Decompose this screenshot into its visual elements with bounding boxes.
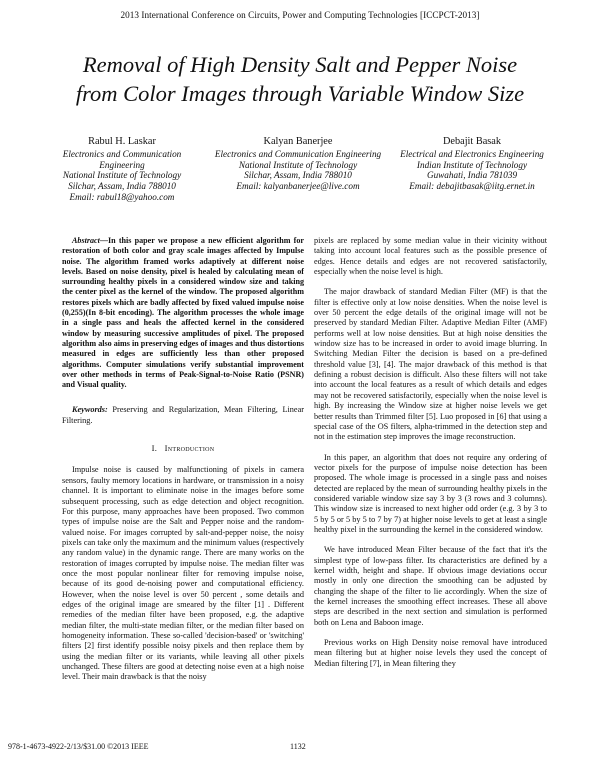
title-line-2: from Color Images through Variable Window Size <box>75 81 525 106</box>
section-heading <box>62 443 304 453</box>
author-address: Silchar, Assam, India 788010 <box>68 181 176 192</box>
abstract <box>62 236 304 390</box>
title-line-1: Removal of High Density Salt and Pepper Noise <box>82 52 518 77</box>
right-column <box>314 236 547 669</box>
abstract-label: Abstract <box>72 236 100 245</box>
section-number: I. <box>151 443 158 454</box>
body-paragraph: pixels are replaced by some median value in their vicinity without taking into account local features such as the possible presence of edges. Hence details and edges are not recovered satisfactorily, especially when the noise level is high. <box>314 236 547 277</box>
author-affiliation: National Institute of Technology <box>238 159 358 170</box>
author-affiliation: Electronics and Communication <box>62 148 182 159</box>
conference-header: 2013 International Conference on Circuits, Power and Computing Technologies [ICCPCT-2013] <box>120 10 480 20</box>
author-affiliation: Electrical and Electronics Engineering <box>400 148 544 159</box>
keywords-text: Preserving and Regularization, Mean Filtering, Linear Filtering. <box>62 405 304 425</box>
body-paragraph: In this paper, an algorithm that does not require any ordering of vector pixels for the purpose of impulse noise detection has been proposed. The whole image is processed in a single pass and noises detected are replaced by the mean of surrounding healthy pixels in the considered variable window size say 3 by 3 (3 rows and 3 columns). This window size is increased to next higher odd order (e.g. 3 by 3 to 5 by 5 or 5 by 5 to 7 by 7) at higher noise levels to get at least a single healthy pixel in the surrounding the kernel in the considered window. <box>314 452 547 534</box>
author-affiliation: Indian Institute of Technology <box>416 159 528 170</box>
author-address: Guwahati, India 781039 <box>426 170 518 181</box>
author-email: Email: kalyanbanerjee@live.com <box>236 181 360 192</box>
author-block-2 <box>198 137 398 192</box>
body-paragraph: The major drawback of standard Median Filter (MF) is that the filter is effective only at low noise densities. When the noise level is over 50 percent the edge details of the original image will not be preserved by standard Median Filter. Adaptive Median Filter (AMF) performs well at low noise densities. But at high noise densities the window size has to be increased in order to avoid image blurring. In Switching Median Filter the decision is based on a pre-defined threshold value [3], [4]. The major drawback of this method is that defining a robust decision is difficult. Also these filters will not take into account the local features as a result of which details and edges may not be recovered satisfactorily, especially when the noise level is high. By increasing the Window size at higher noise levels we get better results than Trimmed filter [5]. Luo proposed in [6] that using a special case of the OS filters, alpha-trimmed in the detection step and not in the estimation step improves the image reconstruction. <box>314 287 547 442</box>
body-paragraph: Previous works on High Density noise removal have introduced mean filtering but at higher noise levels they used the concept of Median filtering [7], in Mean filtering they <box>314 638 547 668</box>
author-affiliation: Electronics and Communication Engineering <box>214 148 382 159</box>
footer-isbn: 978-1-4673-4922-2/13/$31.00 ©2013 IEEE <box>8 742 149 751</box>
author-affiliation: National Institute of Technology <box>62 170 182 181</box>
keywords <box>62 405 304 426</box>
author-block-1 <box>38 137 206 203</box>
author-block-3 <box>392 137 552 192</box>
abstract-text: —In this paper we propose a new efficient algorithm for restoration of both color and gray scale images affected by Impulse noise. The algorithm framed works adaptively at different noise levels. Based on noise density, pixel is healed by calculating mean of surrounding healthy pixels in a considered window size and taking the center pixel as the kernel of the window. The proposed algorithm restores pixels which are badly affected by fixed valued impulse noise (0,255)(In 8-bit encoding). The algorithm processes the whole image in a single pass and heals the affected kernel in the considered window by measuring successive amplitudes of pixel. The proposed algorithm also aims in preserving edges of images and thus distortions measured in edges are sufficiently less than other proposed algorithms. Computer simulations verify substantial improvement over other methods in terms of Peak-Signal-to-Noise Ratio (PSNR) and Visual quality. <box>62 236 304 390</box>
author-affiliation: Engineering <box>99 159 145 170</box>
page-number: 1132 <box>290 742 306 751</box>
author-name: Debajit Basak <box>442 136 502 147</box>
keywords-label: Keywords: <box>72 405 108 415</box>
body-paragraph: We have introduced Mean Filter because of the fact that it's the simplest type of low-pass filter. Its characteristics are defined by a kernel width, height and shape. If obvious image deviations occur mostly in only one direction the smoothing can be adjusted by changing the shape of the filter to lie accordingly. When the size of the kernel increases the smoothing effect increases. These all above steps are described in the next section and simulation is performed both on Lena and Baboon image. <box>314 545 547 627</box>
author-name: Rabul H. Laskar <box>88 136 156 147</box>
body-paragraph: Impulse noise is caused by malfunctioning of pixels in camera sensors, faulty memory locations in hardware, or transmission in a noisy channel. It is important to eliminate noise in the images before some subsequent processing, such as edge detection and object recognition. For this purpose, many approaches have been proposed. Two common types of impulse noise are the Salt and Pepper noise and the random-valued noise. For images corrupted by salt-and-pepper noise, the noisy pixels can take only the maximum and the minimum values (respectively any random value) in the dynamic range. There are many works on the restoration of images corrupted by impulse noise. The median filter was once the most popular nonlinear filter for removing impulse noise, because of its good de-noising power and computational efficiency. However, when the noise level is over 50 percent , some details and edges of the original image are smeared by the filter [1] . Different remedies of the median filter have been proposed, e.g. the adaptive median filter, the multi-state median filter, or the median filter based on homogeneity information. These so-called 'decision-based' or 'switching' filters [2] first identify possible noisy pixels and then replace them by using the median filter or its variants, while leaving all other pixels unchanged. These filters are good at detecting noise even at a high noise level. Their main drawback is that the noisy <box>62 465 304 682</box>
left-column <box>62 236 304 683</box>
paper-title <box>40 50 560 108</box>
section-title: Introduction <box>164 443 215 454</box>
author-name: Kalyan Banerjee <box>263 136 333 147</box>
author-address: Silchar, Assam, India 788010 <box>244 170 352 181</box>
author-email: Email: debajitbasak@iitg.ernet.in <box>409 181 535 192</box>
author-email: Email: rabul18@yahoo.com <box>69 191 175 202</box>
